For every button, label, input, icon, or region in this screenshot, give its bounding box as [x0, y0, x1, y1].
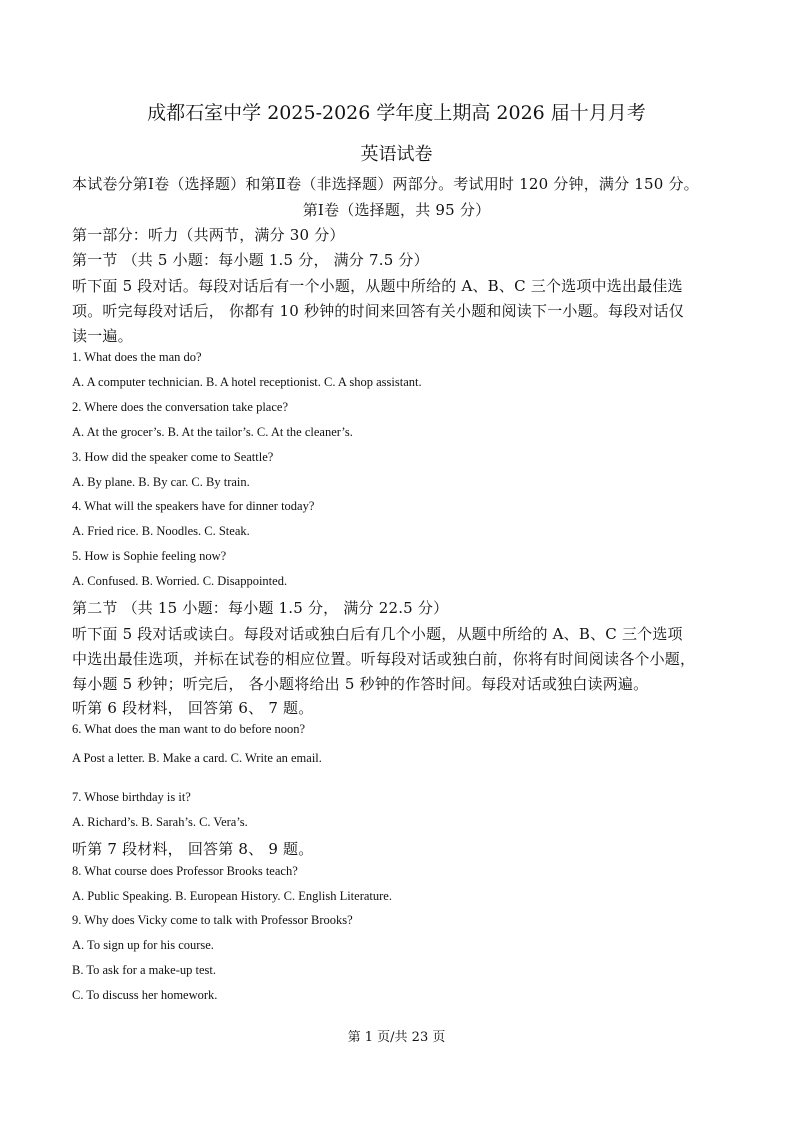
option-9c: C. To discuss her homework.: [72, 988, 218, 1002]
section2-heading: 第二节 （共 15 小题：每小题 1.5 分， 满分 22.5 分）: [72, 599, 449, 617]
options-3: A. By plane. B. By car. C. By train.: [72, 475, 250, 489]
question-8: 8. What course does Professor Brooks teach?: [72, 864, 298, 878]
page-number: 第 1 页/共 23 页: [347, 1030, 446, 1045]
section2-instruction-line: 每小题 5 秒钟；听完后， 各小题将给出 5 秒钟的作答时间。每段对话或独白读两遍。: [72, 675, 649, 693]
exam-title: 成都石室中学 2025-2026 学年度上期高 2026 届十月月考: [147, 102, 646, 124]
question-7: 7. Whose birthday is it?: [72, 790, 191, 804]
option-9a: A. To sign up for his course.: [72, 938, 214, 952]
section2-instruction-line: 中选出最佳选项，并标在试卷的相应位置。听每段对话或独白前，你将有时间阅读各个小题，: [72, 650, 696, 668]
part1-heading: 第一部分：听力（共两节，满分 30 分）: [72, 226, 345, 244]
question-2: 2. Where does the conversation take place?: [72, 400, 288, 414]
material-6-heading: 听第 6 段材料， 回答第 6、 7 题。: [72, 699, 314, 717]
options-1: A. A computer technician. B. A hotel receptionist. C. A shop assistant.: [72, 375, 422, 389]
material-7-heading: 听第 7 段材料， 回答第 8、 9 题。: [72, 840, 314, 858]
section1-instruction-line: 听下面 5 段对话。每段对话后有一个小题，从题中所给的 A、B、C 三个选项中选出最佳选: [72, 277, 683, 295]
options-6: A Post a letter. B. Make a card. C. Write an email.: [72, 751, 322, 765]
question-9: 9. Why does Vicky come to talk with Professor Brooks?: [72, 913, 353, 927]
section2-instruction-line: 听下面 5 段对话或读白。每段对话或独白后有几个小题，从题中所给的 A、B、C 三个选项: [72, 625, 683, 643]
exam-subtitle: 英语试卷: [360, 144, 433, 165]
option-9b: B. To ask for a make-up test.: [72, 963, 217, 977]
volume-heading: 第Ⅰ卷（选择题，共 95 分）: [302, 201, 491, 219]
options-4: A. Fried rice. B. Noodles. C. Steak.: [72, 524, 250, 538]
question-3: 3. How did the speaker come to Seattle?: [72, 450, 274, 464]
question-6: 6. What does the man want to do before noon?: [72, 722, 306, 736]
section1-heading: 第一节 （共 5 小题：每小题 1.5 分， 满分 7.5 分）: [72, 251, 429, 269]
options-2: A. At the grocer’s. B. At the tailor’s. C. At the cleaner’s.: [72, 425, 353, 439]
question-5: 5. How is Sophie feeling now?: [72, 549, 227, 563]
options-7: A. Richard’s. B. Sarah’s. C. Vera’s.: [72, 815, 248, 829]
section1-instruction-line: 项。听完每段对话后， 你都有 10 秒钟的时间来回答有关小题和阅读下一小题。每段对话仅: [72, 302, 684, 320]
section1-instruction-line: 读一遍。: [72, 327, 133, 345]
question-1: 1. What does the man do?: [72, 350, 202, 364]
question-4: 4. What will the speakers have for dinner today?: [72, 499, 315, 513]
options-8: A. Public Speaking. B. European History. C. English Literature.: [72, 889, 392, 903]
intro-line: 本试卷分第Ⅰ卷（选择题）和第Ⅱ卷（非选择题）两部分。考试用时 120 分钟，满分 150 分。: [72, 175, 699, 193]
options-5: A. Confused. B. Worried. C. Disappointed.: [72, 574, 288, 588]
